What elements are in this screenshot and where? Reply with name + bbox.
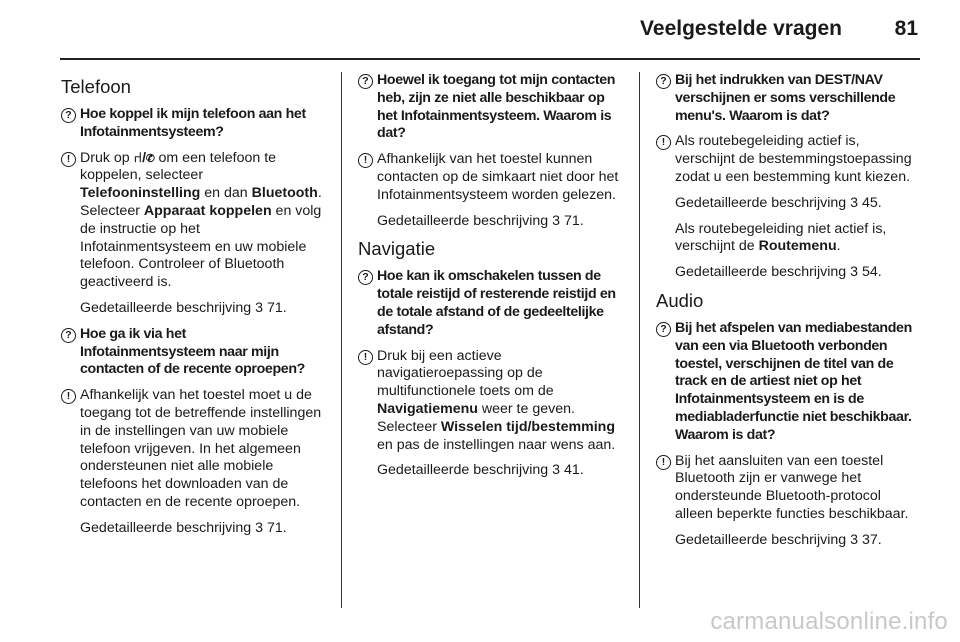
faq-answer: ! Afhankelijk van het toestel kunnen contacten op de simkaart niet door het Infotainmentsysteem worden gelezen. Gedetailleerde beschrijving 3 71.	[358, 151, 620, 230]
column-divider	[341, 72, 342, 608]
faq-question: ? Bij het afspelen van mediabestanden van een via Bluetooth verbonden toestel, verschijnen de titel van de track en de artiest niet op het Infotainmentsysteem en is de mediabladerfunctie niet beschikbaar. Waarom is dat?	[656, 320, 918, 445]
answer-icon: !	[656, 133, 675, 282]
faq-question: ? Bij het indrukken van DEST/NAV verschijnen er soms verschillende menu's. Waarom is dat?	[656, 72, 918, 125]
question-icon: ?	[656, 320, 675, 445]
question-icon: ?	[61, 106, 80, 142]
reference: Gedetailleerde beschrijving 3 41.	[377, 462, 584, 479]
answer-icon: !	[358, 151, 377, 230]
ref-arrow-icon: 3	[552, 462, 560, 479]
section-heading-telefoon: Telefoon	[61, 76, 131, 97]
reference: Gedetailleerde beschrijving 3 71.	[377, 212, 584, 229]
faq-answer: ! Als routebegeleiding actief is, verschijnt de bestemmingstoepassing zodat u een bestemming kunt kiezen. Gedetailleerde beschrijving 3 45. Als routebegeleiding niet actief is, verschijnt de Routemenu. Gedetailleerde beschrijving 3 54.	[656, 133, 918, 282]
answer-icon: !	[656, 453, 675, 550]
column-3	[656, 72, 918, 558]
faq-question: ? Hoewel ik toegang tot mijn contacten heb, zijn ze niet alle beschikbaar op het Infotainmentsysteem. Waarom is dat?	[358, 72, 620, 143]
ref-arrow-icon: 3	[255, 519, 263, 536]
ref-arrow-icon: 3	[255, 299, 263, 316]
faq-answer: ! Bij het aansluiten van een toestel Bluetooth zijn er vanwege het ondersteunde Bluetooth-protocol alleen beperkte functies beschikbaar. Gedetailleerde beschrijving 3 37.	[656, 453, 918, 550]
ref-arrow-icon: 3	[850, 194, 858, 211]
section-heading-audio: Audio	[656, 289, 704, 311]
faq-answer: ! Druk bij een actieve navigatieroepassing op de multifunctionele toets om de Navigatiemenu weer te geven. Selecteer Wisselen tijd/bestemming en pas de instellingen naar wens aan. Gedetailleerde beschrijving 3 41.	[358, 348, 620, 481]
reference: Gedetailleerde beschrijving 3 71.	[80, 299, 287, 316]
question-icon: ?	[358, 268, 377, 339]
phone-icon: ⑁/✆	[133, 149, 155, 166]
ref-arrow-icon: 3	[552, 212, 560, 229]
column-2	[358, 72, 620, 488]
faq-question: ? Hoe ga ik via het Infotainmentsysteem naar mijn contacten of de recente oproepen?	[61, 326, 323, 379]
faq-question: ? Hoe koppel ik mijn telefoon aan het Infotainmentsysteem?	[61, 106, 323, 142]
column-1	[61, 72, 323, 546]
question-icon: ?	[358, 72, 377, 143]
page-number: 81	[894, 17, 918, 40]
faq-question: ? Hoe kan ik omschakelen tussen de totale reistijd of resterende reistijd en de totale afstand of de gedeeltelijke afstand?	[358, 268, 620, 339]
column-divider	[639, 72, 640, 608]
watermark-text: carmanualsonline.info	[710, 608, 948, 635]
ref-arrow-icon: 3	[850, 531, 858, 548]
answer-icon: !	[61, 150, 80, 318]
page-header	[0, 0, 960, 62]
reference: Gedetailleerde beschrijving 3 54.	[675, 264, 882, 281]
question-icon: ?	[656, 72, 675, 125]
answer-icon: !	[358, 348, 377, 481]
section-heading-navigatie: Navigatie	[358, 238, 436, 260]
page-title: Veelgestelde vragen	[640, 17, 842, 40]
reference: Gedetailleerde beschrijving 3 71.	[80, 519, 287, 536]
question-icon: ?	[61, 326, 80, 379]
reference: Gedetailleerde beschrijving 3 37.	[675, 531, 882, 548]
faq-answer: ! Afhankelijk van het toestel moet u de toegang tot de betreffende instellingen in de instellingen van uw mobiele telefoon vrijgeven. In het algemeen ondersteunen niet alle mobiele telefoons het downloaden van de contacten en de recente oproepen. Gedetailleerde beschrijving 3 71.	[61, 387, 323, 537]
header-divider	[60, 58, 920, 60]
faq-answer: ! Druk op ⑁/✆ om een telefoon te koppelen, selecteer Telefooninstelling en dan Bluetooth. Selecteer Apparaat koppelen en volg de instructie op het Infotainmentsysteem en uw mobiele telefoon. Controleer of Bluetooth geactiveerd is. Gedetailleerde beschrijving 3 71.	[61, 150, 323, 318]
answer-icon: !	[61, 387, 80, 537]
ref-arrow-icon: 3	[850, 264, 858, 281]
reference: Gedetailleerde beschrijving 3 45.	[675, 194, 882, 211]
